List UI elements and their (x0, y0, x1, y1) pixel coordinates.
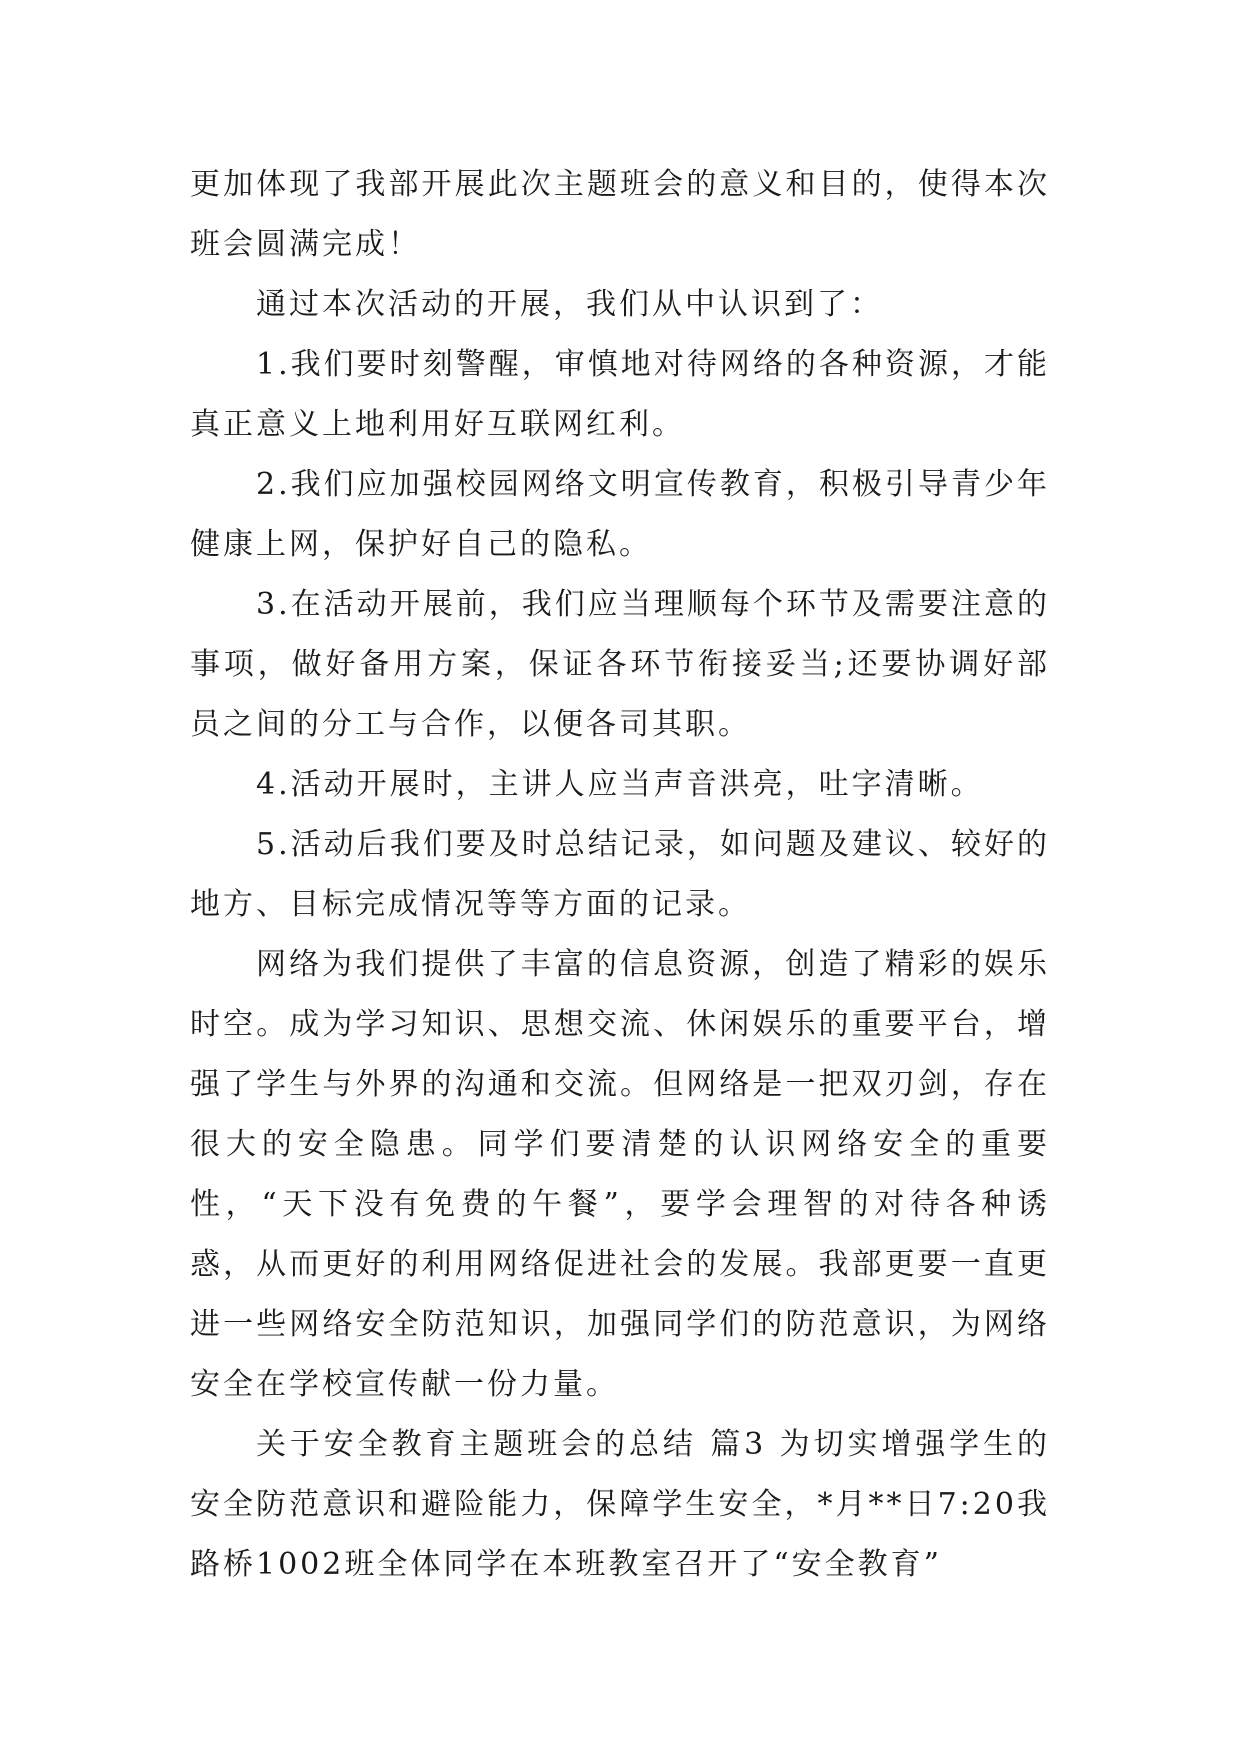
paragraph-point-2: 2.我们应加强校园网络文明宣传教育，积极引导青少年健康上网，保护好自己的隐私。 (190, 467, 1050, 562)
paragraph-point-3: 3.在活动开展前，我们应当理顺每个环节及需要注意的事项，做好备用方案，保证各环节衔接妥当;还要协调好部员之间的分工与合作，以便各司其职。 (190, 587, 1050, 742)
paragraph-point-4: 4.活动开展时，主讲人应当声音洪亮，吐字清晰。 (256, 767, 984, 802)
paragraph-point-1: 1.我们要时刻警醒，审慎地对待网络的各种资源，才能真正意义上地利用好互联网红利。 (190, 347, 1050, 442)
paragraph-conclusion: 网络为我们提供了丰富的信息资源，创造了精彩的娱乐时空。成为学习知识、思想交流、休闲娱乐的重要平台，增强了学生与外界的沟通和交流。但网络是一把双刃剑，存在很大的安全隐患。同学们要清楚的认识网络安全的重要性，“天下没有免费的午餐”，要学会理智的对待各种诱惑，从而更好的利用网络促进社会的发展。我部更要一直更进一些网络安全防范知识，加强同学们的防范意识，为网络安全在学校宣传献一份力量。 (190, 947, 1050, 1402)
paragraph-intro: 通过本次活动的开展，我们从中认识到了： (256, 287, 883, 322)
paragraph-point-5: 5.活动后我们要及时总结记录，如问题及建议、较好的地方、目标完成情况等等方面的记录。 (190, 827, 1050, 922)
document-body (190, 155, 1050, 1595)
paragraph-continuation: 更加体现了我部开展此次主题班会的意义和目的，使得本次班会圆满完成！ (190, 167, 1050, 262)
paragraph-section-3-start: 关于安全教育主题班会的总结 篇3 为切实增强学生的安全防范意识和避险能力，保障学生安全，*月**日7:20我路桥1002班全体同学在本班教室召开了“安全教育” (190, 1427, 1050, 1582)
